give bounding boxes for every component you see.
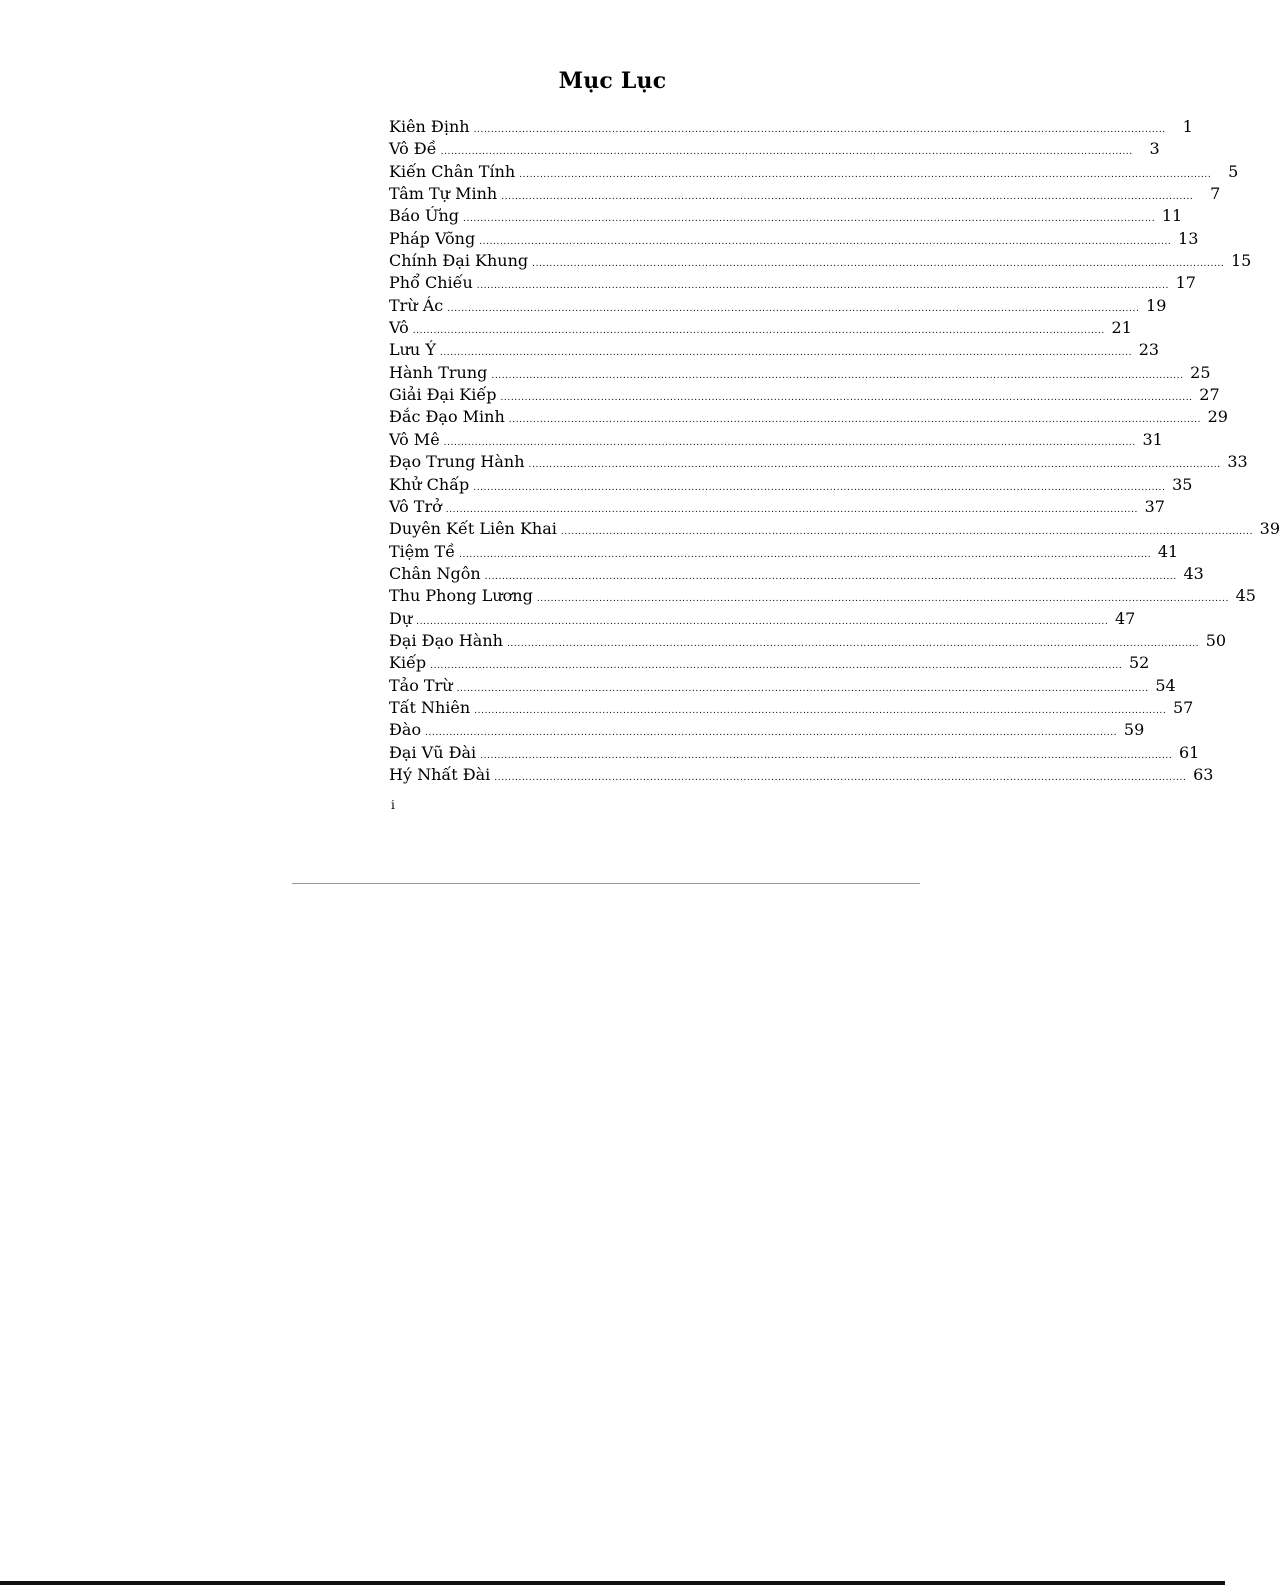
- toc-entry-title: Đại Vũ Đài: [389, 742, 477, 762]
- toc-entry[interactable]: [389, 362, 1211, 384]
- toc-entry[interactable]: [389, 451, 1248, 473]
- dot-leader: ........................................................................................................................................................................................................: [459, 549, 1152, 560]
- dot-leader: ........................................................................................................................................................................................................: [506, 638, 1200, 649]
- toc-entry[interactable]: [389, 339, 1160, 361]
- dot-leader: ........................................................................................................................................................................................................: [440, 147, 1133, 158]
- toc-entry[interactable]: [389, 630, 1227, 652]
- toc-entry-page-number: 50: [1205, 630, 1227, 650]
- toc-entry-page-number: 21: [1111, 318, 1132, 338]
- toc-entry[interactable]: [389, 138, 1160, 160]
- toc-entry-page-number: 61: [1178, 742, 1200, 762]
- dot-leader: ........................................................................................................................................................................................................: [484, 571, 1177, 582]
- toc-entry-page-number: 43: [1183, 563, 1204, 583]
- dot-leader: ........................................................................................................................................................................................................: [480, 750, 1173, 761]
- toc-entry-page-number: 59: [1123, 720, 1145, 740]
- toc-entry[interactable]: [389, 742, 1200, 764]
- dot-leader: ........................................................................................................................................................................................................: [456, 683, 1149, 694]
- toc-entry[interactable]: [389, 250, 1252, 272]
- toc-entry-title: Lưu Ý: [389, 340, 436, 360]
- dot-leader: ........................................................................................................................................................................................................: [473, 482, 1166, 493]
- dot-leader: ........................................................................................................................................................................................................: [425, 728, 1118, 739]
- toc-entry-page-number: 35: [1172, 474, 1193, 494]
- toc-entry-title: Duyên Kết Liên Khai: [389, 519, 557, 539]
- toc-entry-title: Đại Đạo Hành: [389, 630, 503, 650]
- toc-entry[interactable]: [389, 183, 1221, 205]
- toc-entry-title: Trừ Ác: [389, 295, 444, 315]
- toc-entry-page-number: 31: [1142, 429, 1163, 449]
- toc-entry-title: Tâm Tự Minh: [389, 184, 498, 204]
- toc-entry[interactable]: [389, 652, 1150, 674]
- toc-entry-page-number: 17: [1175, 273, 1196, 293]
- toc-entry-page-number: 37: [1144, 496, 1165, 516]
- toc-entry-page-number: 7: [1210, 184, 1221, 204]
- toc-entry-title: Đạo Trung Hành: [389, 452, 525, 472]
- toc-entry[interactable]: [389, 406, 1228, 428]
- toc-entry-page-number: 47: [1114, 608, 1136, 628]
- bottom-border: [0, 1581, 1225, 1585]
- dot-leader: ........................................................................................................................................................................................................: [536, 594, 1229, 605]
- dot-leader: ........................................................................................................................................................................................................: [473, 125, 1166, 135]
- dot-leader: ........................................................................................................................................................................................................: [560, 527, 1254, 538]
- dot-leader: ........................................................................................................................................................................................................: [430, 661, 1123, 672]
- toc-entry[interactable]: [389, 205, 1183, 227]
- page-number: i: [391, 798, 395, 812]
- toc-entry-title: Kiếp: [389, 653, 427, 673]
- toc-entry-title: Báo Ứng: [389, 206, 460, 226]
- toc-entry-page-number: 52: [1128, 653, 1150, 673]
- toc-entry-page-number: 19: [1146, 295, 1167, 315]
- dot-leader: ........................................................................................................................................................................................................: [479, 236, 1172, 247]
- toc-entry-title: Khử Chấp: [389, 474, 470, 494]
- toc-entry[interactable]: [389, 675, 1176, 697]
- toc-entry-title: Đắc Đạo Minh: [389, 407, 505, 427]
- toc-entry[interactable]: [389, 474, 1193, 496]
- toc-entry[interactable]: [389, 496, 1165, 518]
- toc-entry[interactable]: [389, 563, 1204, 585]
- toc-entry-title: Kiến Chân Tính: [389, 161, 516, 181]
- toc-entry-page-number: 5: [1228, 161, 1239, 181]
- toc-entry-page-number: 57: [1173, 697, 1194, 717]
- dot-leader: ........................................................................................................................................................................................................: [519, 169, 1212, 180]
- toc-entry-page-number: 27: [1199, 385, 1220, 405]
- dot-leader: ........................................................................................................................................................................................................: [412, 326, 1105, 337]
- dot-leader: ........................................................................................................................................................................................................: [500, 393, 1193, 404]
- toc-entry-title: Tiệm Tề: [389, 541, 456, 561]
- dot-leader: ........................................................................................................................................................................................................: [463, 214, 1156, 225]
- toc-entry-title: Vô: [389, 318, 409, 338]
- toc-entry-page-number: 29: [1207, 407, 1228, 427]
- toc-entry[interactable]: [389, 228, 1199, 250]
- toc-entry-title: Vô Trở: [389, 496, 442, 516]
- toc-entry-title: Vô Đề: [389, 139, 437, 159]
- page-separator: [292, 883, 920, 884]
- page-title: Mục Lục: [558, 68, 667, 94]
- toc-entry-page-number: 41: [1157, 541, 1179, 561]
- dot-leader: ........................................................................................................................................................................................................: [443, 437, 1136, 448]
- toc-entry-page-number: 1: [1182, 117, 1193, 136]
- toc-entry[interactable]: [389, 384, 1220, 406]
- toc-entry-title: Pháp Võng: [389, 228, 476, 248]
- toc-entry-title: Kiên Định: [389, 117, 470, 136]
- toc-entry-title: Dự: [389, 608, 413, 628]
- dot-leader: ........................................................................................................................................................................................................: [439, 348, 1133, 359]
- toc-entry[interactable]: [389, 764, 1214, 786]
- toc-entry-title: Hành Trung: [389, 362, 488, 382]
- toc-entry-page-number: 25: [1190, 362, 1211, 382]
- dot-leader: ........................................................................................................................................................................................................: [445, 504, 1138, 515]
- toc-entry-title: Tất Nhiên: [389, 697, 471, 717]
- toc-entry-page-number: 3: [1149, 139, 1160, 159]
- toc-entry-page-number: 54: [1155, 675, 1176, 695]
- dot-leader: ........................................................................................................................................................................................................: [476, 281, 1169, 292]
- toc-entry[interactable]: [389, 541, 1179, 563]
- toc-entry-title: Đào: [389, 720, 422, 740]
- toc-entry-page-number: 39: [1259, 519, 1280, 539]
- dot-leader: ........................................................................................................................................................................................................: [532, 259, 1225, 270]
- toc-entry-page-number: 11: [1161, 206, 1183, 226]
- toc-entry-page-number: 15: [1230, 251, 1252, 271]
- toc-entry[interactable]: [389, 429, 1163, 451]
- toc-entry-title: Thu Phong Lương: [389, 586, 533, 606]
- toc-entry[interactable]: [389, 585, 1256, 607]
- toc-entry[interactable]: [389, 295, 1167, 317]
- toc-entry[interactable]: [389, 697, 1194, 719]
- toc-entry[interactable]: [389, 518, 1280, 540]
- toc-entry[interactable]: [389, 272, 1196, 294]
- toc-entry-title: Tảo Trừ: [389, 675, 453, 695]
- toc-entry-title: Chính Đại Khung: [389, 251, 529, 271]
- table-of-contents: [389, 116, 1280, 786]
- toc-entry-title: Chân Ngôn: [389, 563, 481, 583]
- dot-leader: ........................................................................................................................................................................................................: [528, 460, 1221, 471]
- dot-leader: ........................................................................................................................................................................................................: [494, 772, 1187, 783]
- toc-entry[interactable]: [389, 719, 1145, 741]
- toc-entry-page-number: 45: [1235, 586, 1256, 606]
- toc-entry-page-number: 33: [1227, 452, 1248, 472]
- dot-leader: ........................................................................................................................................................................................................: [508, 415, 1201, 426]
- toc-entry[interactable]: [389, 317, 1132, 339]
- toc-entry[interactable]: [389, 161, 1239, 183]
- toc-entry-title: Hý Nhất Đài: [389, 764, 491, 784]
- dot-leader: ........................................................................................................................................................................................................: [474, 705, 1167, 716]
- dot-leader: ........................................................................................................................................................................................................: [491, 370, 1184, 381]
- toc-entry-page-number: 23: [1138, 340, 1160, 360]
- toc-entry-title: Giải Đại Kiếp: [389, 385, 497, 405]
- toc-entry-title: Phổ Chiếu: [389, 273, 473, 293]
- toc-entry-title: Vô Mê: [389, 429, 440, 449]
- dot-leader: ........................................................................................................................................................................................................: [501, 192, 1194, 203]
- dot-leader: ........................................................................................................................................................................................................: [416, 616, 1109, 627]
- toc-entry[interactable]: [389, 116, 1193, 138]
- toc-entry-page-number: 63: [1193, 764, 1214, 784]
- toc-entry[interactable]: [389, 608, 1136, 630]
- toc-entry-page-number: 13: [1178, 228, 1199, 248]
- dot-leader: ........................................................................................................................................................................................................: [447, 303, 1140, 314]
